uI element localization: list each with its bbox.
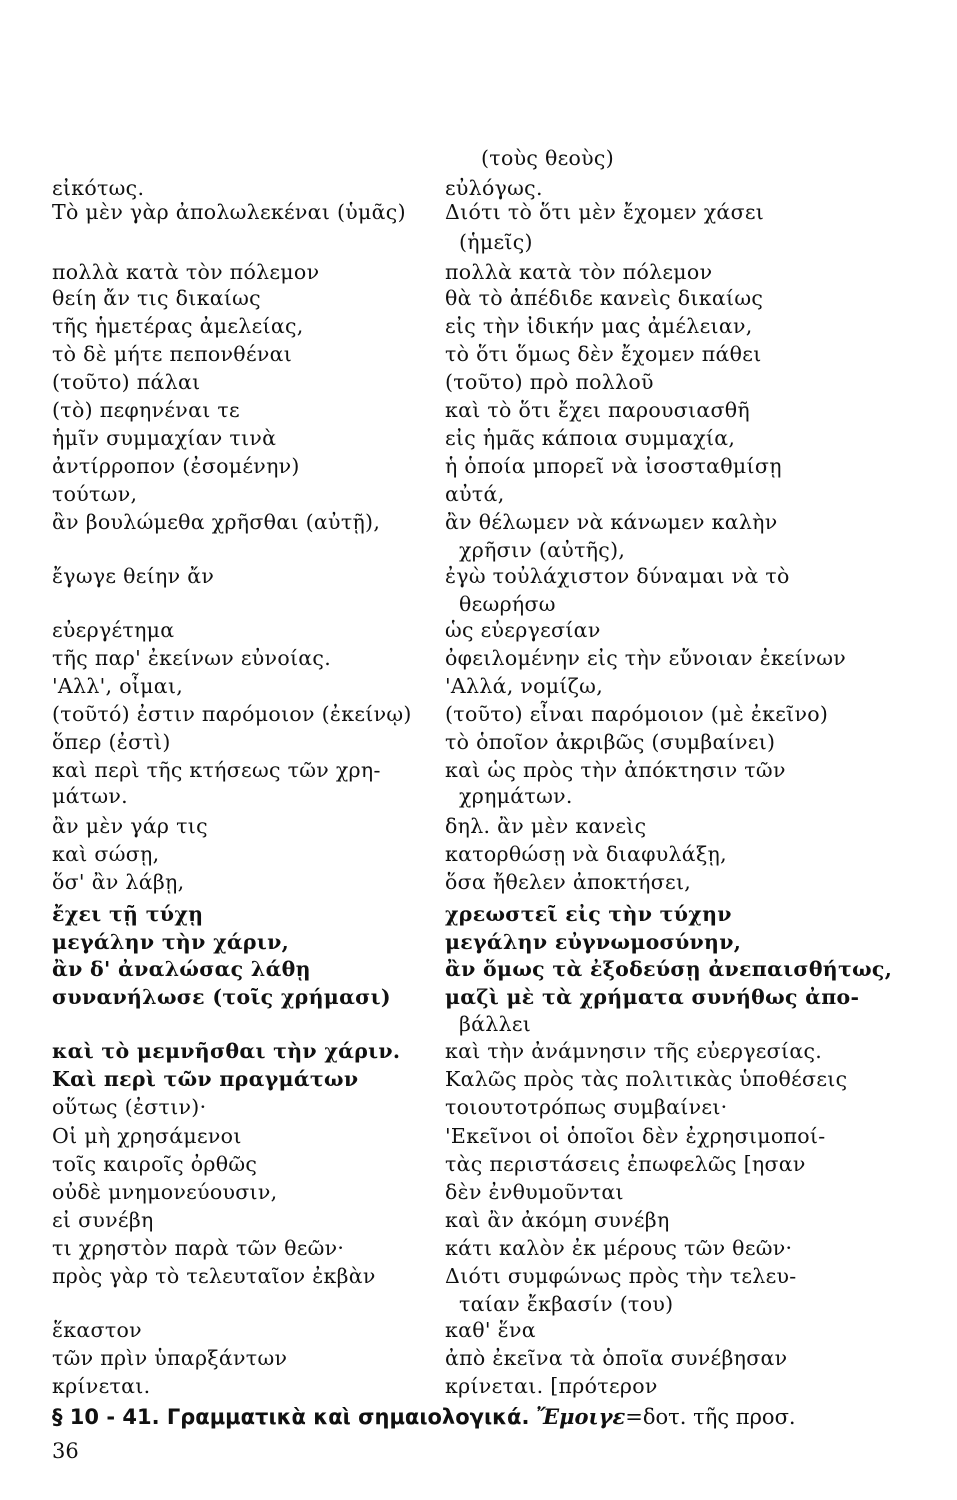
translation-line: καθ' ἕνα: [445, 1318, 536, 1342]
translation-line: (τοῦτο) πρὸ πολλοῦ: [445, 370, 654, 394]
translation-line: ἂν θέλωμεν νὰ κάνωμεν καλὴν: [445, 510, 778, 534]
translation-line: δηλ. ἂν μὲν κανεὶς: [445, 814, 647, 838]
ancient-text-line: (τοῦτό) ἐστιν παρόμοιον (ἐκείνῳ): [52, 702, 412, 726]
ancient-text-line: ὅπερ (ἐστὶ): [52, 730, 171, 754]
translation-line: ὅσα ἤθελεν ἀποκτήσει,: [445, 870, 692, 894]
translation-line: 'Εκεῖνοι οἱ ὁποῖοι δὲν ἐχρησιμοποί-: [445, 1124, 826, 1148]
ancient-text-line: τῆς ἡμετέρας ἀμελείας,: [52, 314, 304, 338]
ancient-text-line: τοῖς καιροῖς ὀρθῶς: [52, 1152, 258, 1176]
translation-line: ἀπὸ ἐκεῖνα τὰ ὁποῖα συνέβησαν: [445, 1346, 788, 1370]
ancient-text-line: τούτων,: [52, 482, 138, 506]
translation-line: χρεωστεῖ εἰς τὴν τύχην: [445, 902, 732, 926]
translation-line: ἐγὼ τοὐλάχιστον δύναμαι νὰ τὸ: [445, 564, 790, 588]
translation-line: χρῆσιν (αὐτῆς),: [459, 538, 626, 562]
translation-line: μαζὶ μὲ τὰ χρήματα συνήθως ἀπο-: [445, 985, 860, 1009]
translation-line: κρίνεται. [πρότερον: [445, 1374, 658, 1398]
translation-line: (τοὺς θεοὺς): [481, 146, 614, 170]
translation-line: κατορθώσῃ νὰ διαφυλάξῃ,: [445, 842, 727, 866]
translation-line: ὡς εὐεργεσίαν: [445, 618, 601, 642]
translation-line: πολλὰ κατὰ τὸν πόλεμον: [445, 260, 713, 284]
ancient-text-line: ἔχει τῇ τύχῃ: [52, 902, 204, 926]
ancient-text-line: ἡμῖν συμμαχίαν τινὰ: [52, 426, 277, 450]
translation-line: δὲν ἐνθυμοῦνται: [445, 1180, 624, 1204]
translation-line: τὸ ὅτι ὅμως δὲν ἔχομεν πάθει: [445, 342, 762, 366]
ancient-text-line: συνανήλωσε (τοῖς χρήμασι): [52, 985, 391, 1009]
translation-line: τὸ ὁποῖον ἀκριβῶς (συμβαίνει): [445, 730, 776, 754]
ancient-text-line: εἰκότως.: [52, 176, 145, 200]
ancient-text-line: ἂν μὲν γάρ τις: [52, 814, 208, 838]
translation-line: ἂν ὅμως τὰ ἐξοδεύσῃ ἀνεπαισθήτως,: [445, 957, 893, 981]
ancient-text-line: τὸ δὲ μήτε πεπονθέναι: [52, 342, 293, 366]
page-number: 36: [52, 1439, 79, 1463]
ancient-text-line: εἰ συνέβη: [52, 1208, 154, 1232]
translation-line: καὶ τὸ ὅτι ἔχει παρουσιασθῆ: [445, 398, 751, 422]
ancient-text-line: ὅσ' ἂν λάβῃ,: [52, 870, 185, 894]
translation-line: καὶ ἂν ἀκόμη συνέβη: [445, 1208, 670, 1232]
ancient-text-line: ἀντίρροπον (ἐσομένην): [52, 454, 300, 478]
translation-line: καὶ ὡς πρὸς τὴν ἀπόκτησιν τῶν: [445, 758, 786, 782]
ancient-text-line: θείη ἄν τις δικαίως: [52, 286, 261, 310]
ancient-text-line: Καὶ περὶ τῶν πραγμάτων: [52, 1067, 359, 1091]
ancient-text-line: καὶ σώσῃ,: [52, 842, 160, 866]
ancient-text-line: πολλὰ κατὰ τὸν πόλεμον: [52, 260, 320, 284]
section-heading: § 10 - 41. Γραμματικὰ καὶ σημαιολογικά.: [52, 1405, 530, 1429]
translation-line: καὶ τὴν ἀνάμνησιν τῆς εὐεργεσίας.: [445, 1039, 823, 1063]
translation-line: χρημάτων.: [459, 784, 573, 808]
grammar-example: Ἔμοιγε: [536, 1404, 626, 1429]
translation-line: εἰς τὴν ἰδικήν μας ἀμέλειαν,: [445, 314, 753, 338]
ancient-text-line: εὐεργέτημα: [52, 618, 175, 642]
translation-line: τὰς περιστάσεις ἐπωφελῶς [ησαν: [445, 1152, 806, 1176]
grammar-note: =δοτ. τῆς προσ.: [625, 1405, 796, 1429]
ancient-text-line: οὐδὲ μνημονεύουσιν,: [52, 1180, 278, 1204]
ancient-text-line: 'Αλλ', οἶμαι,: [52, 674, 184, 698]
translation-line: τοιουτοτρόπως συμβαίνει·: [445, 1095, 728, 1119]
ancient-text-line: μάτων.: [52, 784, 129, 808]
ancient-text-line: ἕκαστον: [52, 1318, 142, 1342]
translation-line: βάλλει: [459, 1012, 532, 1036]
translation-line: αὐτά,: [445, 482, 505, 506]
ancient-text-line: τῆς παρ' ἐκείνων εὐνοίας.: [52, 646, 332, 670]
ancient-text-line: ἔγωγε θείην ἄν: [52, 564, 215, 588]
translation-line: ὀφειλομένην εἰς τὴν εὔνοιαν ἐκείνων: [445, 646, 846, 670]
section-note: [52, 1402, 912, 1432]
translation-line: 'Αλλά, νομίζω,: [445, 674, 604, 698]
ancient-text-line: Τὸ μὲν γὰρ ἀπολωλεκέναι (ὑμᾶς): [52, 200, 406, 224]
translation-line: Διότι τὸ ὅτι μὲν ἔχομεν χάσει: [445, 200, 765, 224]
ancient-text-line: καὶ τὸ μεμνῆσθαι τὴν χάριν.: [52, 1039, 401, 1063]
ancient-text-line: (τοῦτο) πάλαι: [52, 370, 201, 394]
translation-line: εἰς ἡμᾶς κάποια συμμαχία,: [445, 426, 736, 450]
ancient-text-line: οὕτως (ἐστιν)·: [52, 1095, 207, 1119]
translation-line: (ἡμεῖς): [459, 230, 533, 254]
translation-line: ταίαν ἔκβασίν (του): [459, 1292, 674, 1316]
ancient-text-line: μεγάλην τὴν χάριν,: [52, 930, 290, 954]
translation-line: μεγάλην εὐγνωμοσύνην,: [445, 930, 742, 954]
ancient-text-line: Οἱ μὴ χρησάμενοι: [52, 1124, 242, 1148]
ancient-text-line: κρίνεται.: [52, 1374, 151, 1398]
ancient-text-line: καὶ περὶ τῆς κτήσεως τῶν χρη-: [52, 758, 381, 782]
ancient-text-line: τι χρηστὸν παρὰ τῶν θεῶν·: [52, 1236, 345, 1260]
ancient-text-line: (τὸ) πεφηνέναι τε: [52, 398, 240, 422]
ancient-text-line: πρὸς γὰρ τὸ τελευταῖον ἐκβὰν: [52, 1264, 376, 1288]
translation-line: Διότι συμφώνως πρὸς τὴν τελευ-: [445, 1264, 797, 1288]
translation-line: (τοῦτο) εἶναι παρόμοιον (μὲ ἐκεῖνο): [445, 702, 829, 726]
ancient-text-line: ἂν δ' ἀναλώσας λάθῃ: [52, 957, 311, 981]
translation-line: Καλῶς πρὸς τὰς πολιτικὰς ὑποθέσεις: [445, 1067, 848, 1091]
translation-line: θὰ τὸ ἀπέδιδε κανεὶς δικαίως: [445, 286, 764, 310]
translation-line: εὐλόγως.: [445, 176, 543, 200]
ancient-text-line: τῶν πρὶν ὑπαρξάντων: [52, 1346, 288, 1370]
translation-line: θεωρήσω: [459, 592, 556, 616]
ancient-text-line: ἂν βουλώμεθα χρῆσθαι (αὐτῇ),: [52, 510, 381, 534]
translation-line: κάτι καλὸν ἐκ μέρους τῶν θεῶν·: [445, 1236, 793, 1260]
translation-line: ἡ ὁποία μπορεῖ νὰ ἰσοσταθμίσῃ: [445, 454, 782, 478]
